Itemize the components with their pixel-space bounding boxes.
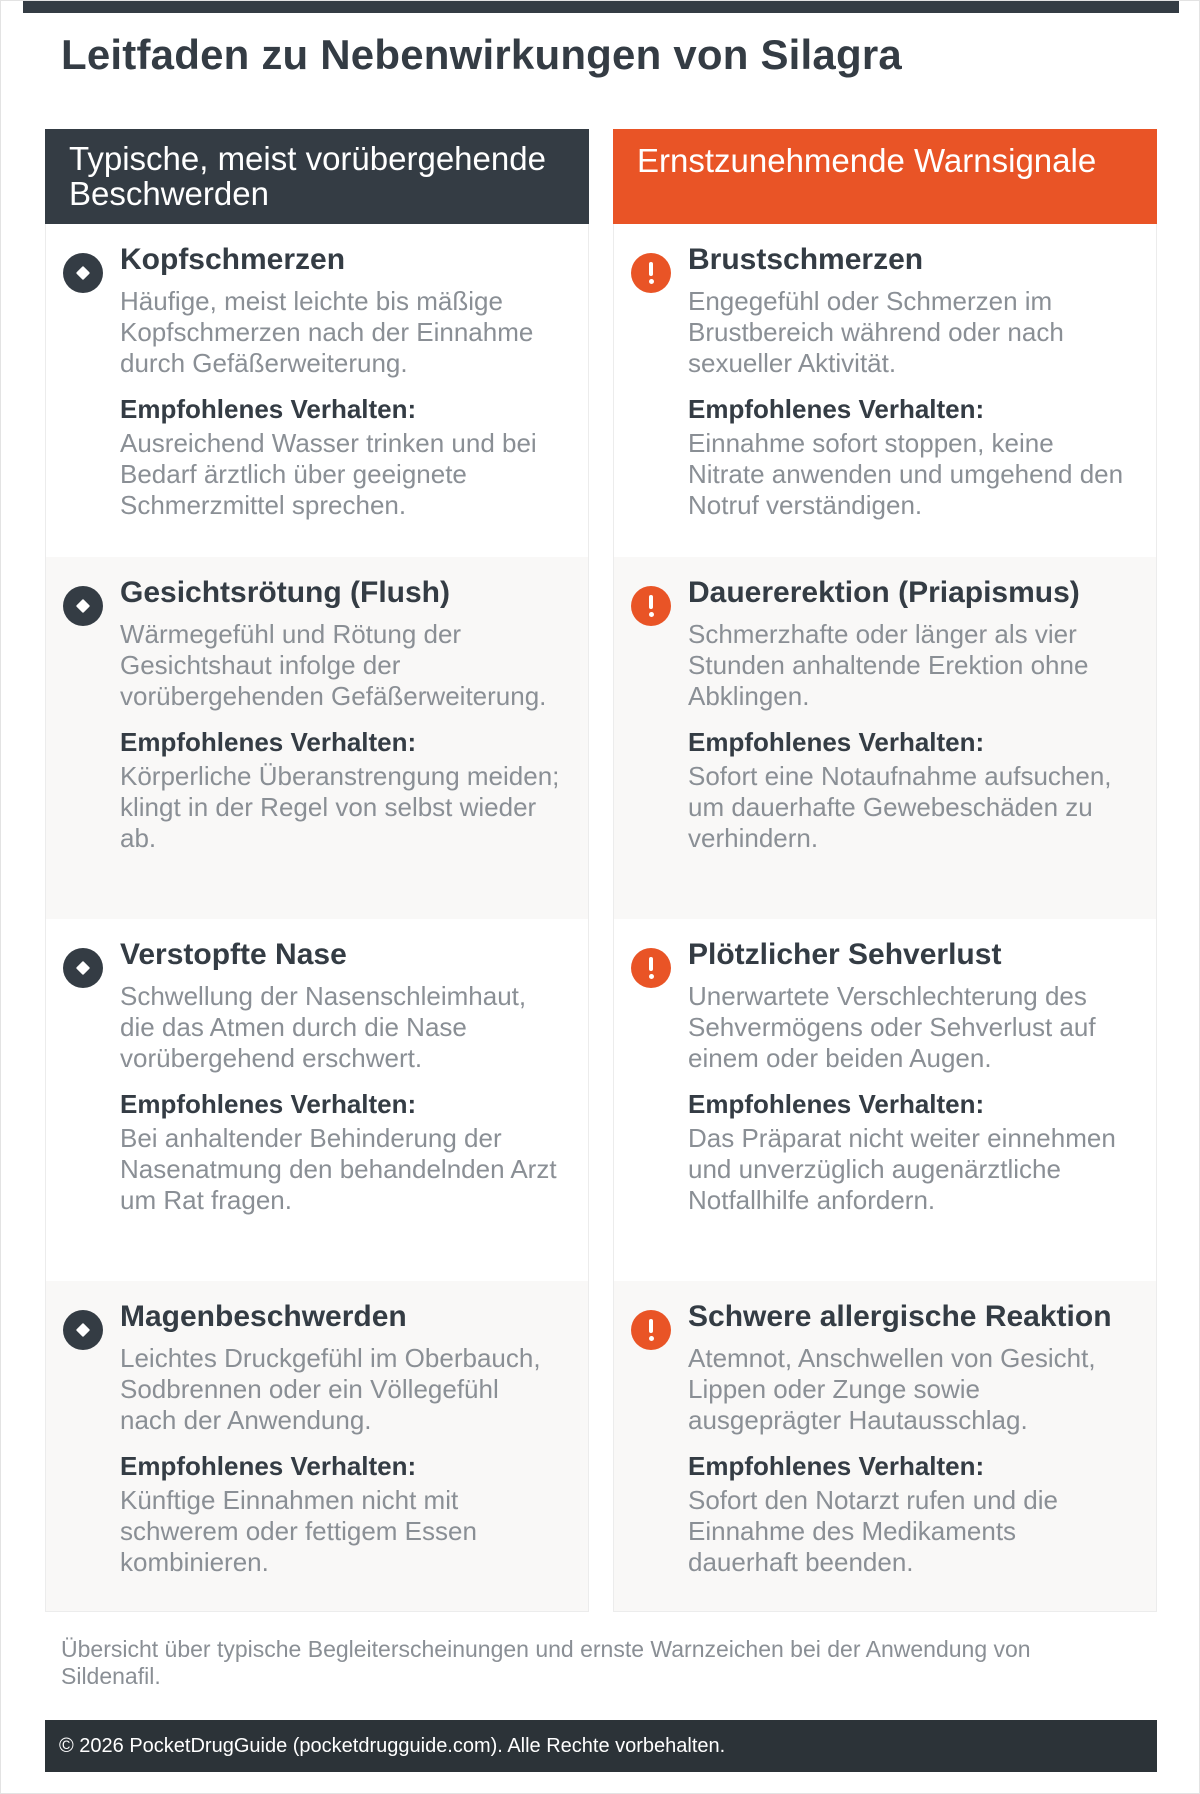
exclamation-warning-icon bbox=[631, 253, 671, 293]
card-description: Leichtes Druckgefühl im Oberbauch, Sodbrennen oder ein Völlegefühl nach der Anwendung. bbox=[120, 1343, 541, 1435]
column-header-warnings: Ernstzunehmende Warnsignale bbox=[613, 129, 1157, 224]
warning-card bbox=[613, 919, 1157, 1281]
card-description: Schmerzhafte oder länger als vier Stunden anhaltende Erektion ohne Abklingen. bbox=[688, 619, 1089, 711]
recommendation-text: Einnahme sofort stoppen, keine Nitrate anwenden und umgehend den Notruf verständigen. bbox=[688, 428, 1124, 520]
recommendation-label: Empfohlenes Verhalten: bbox=[120, 394, 417, 424]
card-title: Schwere allergische Reaktion bbox=[688, 1300, 1112, 1333]
recommendation-label: Empfohlenes Verhalten: bbox=[688, 1089, 985, 1119]
diamond-bullet-icon bbox=[63, 948, 103, 988]
warning-signs-column bbox=[613, 129, 1157, 1612]
recommendation-text: Bei anhaltender Behinderung der Nasenatmung den behandelnden Arzt um Rat fragen. bbox=[120, 1123, 557, 1215]
warning-card bbox=[613, 557, 1157, 919]
warning-card bbox=[613, 1281, 1157, 1612]
recommendation-label: Empfohlenes Verhalten: bbox=[120, 727, 417, 757]
card-title: Kopfschmerzen bbox=[120, 243, 346, 276]
card-description: Schwellung der Nasenschleimhaut, die das Atmen durch die Nase vorübergehend erschwert. bbox=[120, 981, 527, 1073]
recommendation-text: Ausreichend Wasser trinken und bei Bedarf ärztlich über geeignete Schmerzmittel sprechen. bbox=[120, 428, 537, 520]
side-effect-card bbox=[45, 919, 589, 1281]
top-accent-bar bbox=[23, 1, 1179, 13]
exclamation-warning-icon bbox=[631, 586, 671, 626]
page-title: Leitfaden zu Nebenwirkungen von Silagra bbox=[61, 31, 902, 78]
diamond-bullet-icon bbox=[63, 253, 103, 293]
caption: Übersicht über typische Begleiterscheinungen und ernste Warnzeichen bei der Anwendung von Sildenafil. bbox=[61, 1636, 1031, 1689]
side-effect-card bbox=[45, 1281, 589, 1612]
card-description: Engegefühl oder Schmerzen im Brustbereich während oder nach sexueller Aktivität. bbox=[688, 286, 1064, 378]
card-description: Wärmegefühl und Rötung der Gesichtshaut infolge der vorübergehenden Gefäßerweiterung. bbox=[120, 619, 547, 711]
exclamation-warning-icon bbox=[631, 948, 671, 988]
card-description: Häufige, meist leichte bis mäßige Kopfschmerzen nach der Einnahme durch Gefäßerweiterung. bbox=[120, 286, 534, 378]
recommendation-label: Empfohlenes Verhalten: bbox=[120, 1089, 417, 1119]
card-description: Atemnot, Anschwellen von Gesicht, Lippen oder Zunge sowie ausgeprägter Hautausschlag. bbox=[688, 1343, 1096, 1435]
recommendation-text: Sofort eine Notaufnahme aufsuchen, um dauerhafte Gewebeschäden zu verhindern. bbox=[688, 761, 1112, 853]
recommendation-label: Empfohlenes Verhalten: bbox=[688, 1451, 985, 1481]
column-header-common: Typische, meist vorübergehende Beschwerden bbox=[45, 129, 589, 224]
side-effect-card bbox=[45, 557, 589, 919]
exclamation-warning-icon bbox=[631, 1310, 671, 1350]
card-title: Brustschmerzen bbox=[688, 243, 924, 276]
card-title: Verstopfte Nase bbox=[120, 938, 347, 971]
card-title: Dauererektion (Priapismus) bbox=[688, 576, 1080, 609]
recommendation-text: Körperliche Überanstrengung meiden; klingt in der Regel von selbst wieder ab. bbox=[120, 761, 560, 853]
card-title: Magenbeschwerden bbox=[120, 1300, 407, 1333]
recommendation-label: Empfohlenes Verhalten: bbox=[120, 1451, 417, 1481]
card-description: Unerwartete Verschlechterung des Sehvermögens oder Sehverlust auf einem oder beiden Augen. bbox=[688, 981, 1096, 1073]
recommendation-text: Das Präparat nicht weiter einnehmen und unverzüglich augenärztliche Notfallhilfe anfordern. bbox=[688, 1123, 1116, 1215]
side-effect-card bbox=[45, 224, 589, 557]
diamond-bullet-icon bbox=[63, 586, 103, 626]
warning-card bbox=[613, 224, 1157, 557]
diamond-bullet-icon bbox=[63, 1310, 103, 1350]
card-title: Gesichtsrötung (Flush) bbox=[120, 576, 450, 609]
common-side-effects-column bbox=[45, 129, 589, 1612]
recommendation-text: Künftige Einnahmen nicht mit schwerem oder fettigem Essen kombinieren. bbox=[120, 1485, 477, 1577]
recommendation-label: Empfohlenes Verhalten: bbox=[688, 727, 985, 757]
copyright-footer: © 2026 PocketDrugGuide (pocketdrugguide.com). Alle Rechte vorbehalten. bbox=[45, 1720, 1157, 1772]
card-title: Plötzlicher Sehverlust bbox=[688, 938, 1002, 971]
recommendation-label: Empfohlenes Verhalten: bbox=[688, 394, 985, 424]
recommendation-text: Sofort den Notarzt rufen und die Einnahme des Medikaments dauerhaft beenden. bbox=[688, 1485, 1059, 1577]
